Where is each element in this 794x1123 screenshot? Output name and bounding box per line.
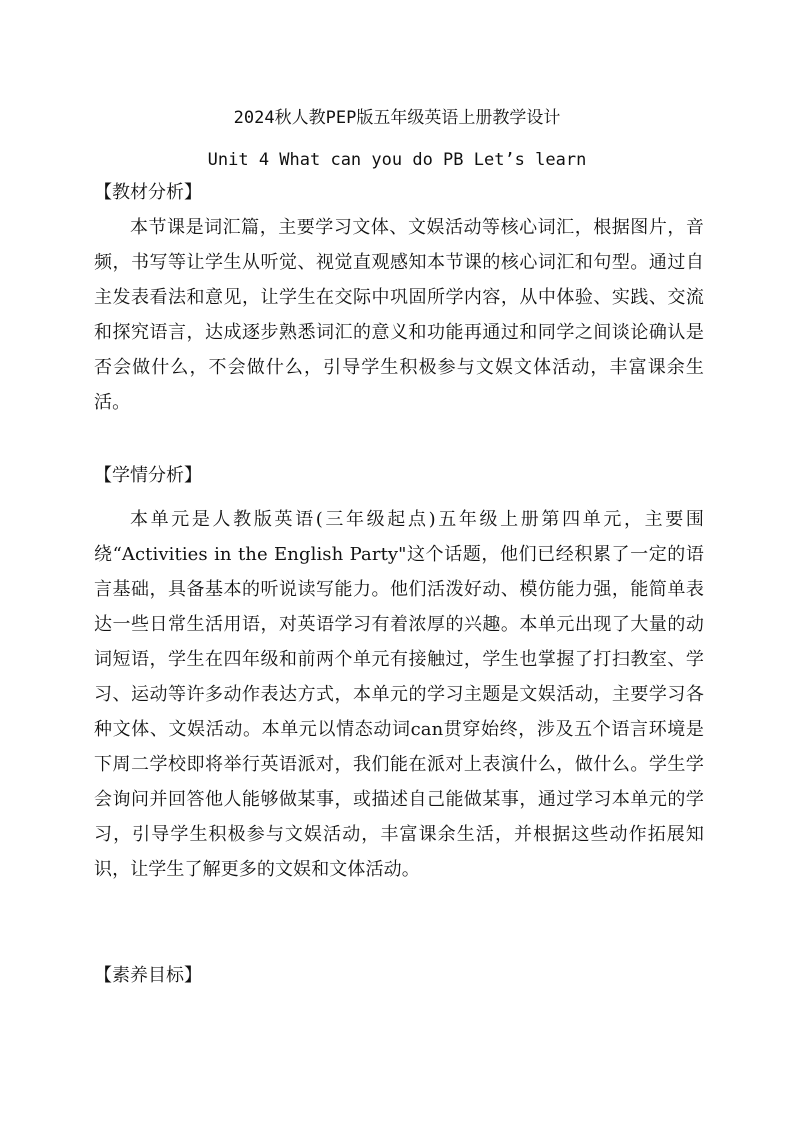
- section-heading-textbook-analysis: 【教材分析】: [94, 182, 202, 203]
- document-subtitle: Unit 4 What can you do PB Let’s learn: [207, 150, 587, 170]
- section-body-learner-analysis: 本单元是人教版英语(三年级起点)五年级上册第四单元，主要围绕“Activities in the English Party"这个话题，他们已经积累了一定的语言基础，具备基本的听说读写能力。他们活泼好动、模仿能力强，能简单表达一些日常生活用语，对英语学习有着浓厚的兴趣。本单元出现了大量的动词短语，学生在四年级和前两个单元有接触过，学生也掌握了打扫教室、学习、运动等许多动作表达方式，本单元的学习主题是文娱活动，主要学习各种文体、文娱活动。本单元以情态动词can贯穿始终，涉及五个语言环境是下周二学校即将举行英语派对，我们能在派对上表演什么，做什么。学生学会询问并回答他人能够做某事，或描述自己能做某事，通过学习本单元的学习，引导学生积极参与文娱活动，丰富课余生活，并根据这些动作拓展知识，让学生了解更多的文娱和文体活动。: [94, 509, 704, 880]
- document-title: 2024秋人教PEP版五年级英语上册教学设计: [233, 108, 561, 128]
- section-heading-literacy-goals: 【素养目标】: [94, 965, 202, 986]
- section-heading-learner-analysis: 【学情分析】: [94, 465, 202, 486]
- section-body-textbook-analysis: 本节课是词汇篇，主要学习文体、文娱活动等核心词汇，根据图片，音频，书写等让学生从听觉、视觉直观感知本节课的核心词汇和句型。通过自主发表看法和意见，让学生在交际中巩固所学内容，从中体验、实践、交流和探究语言，达成逐步熟悉词汇的意义和功能再通过和同学之间谈论确认是否会做什么，不会做什么，引导学生积极参与文娱文体活动，丰富课余生活。: [94, 217, 704, 413]
